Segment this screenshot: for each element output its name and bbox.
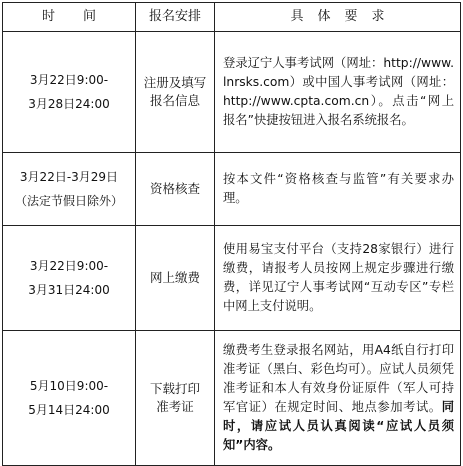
header-requirements: 具体要求 — [215, 3, 461, 32]
requirement-cell: 登录辽宁人事考试网（网址：http://www.lnrsks.com）或中国人事考试网（网址：http://www.cpta.com.cn）。点击“网上报名”快捷按钮进入报名系统报名。 — [215, 32, 461, 153]
requirement-cell: 按本文件“资格核查与监管”有关要求办理。 — [215, 153, 461, 226]
arrangement-cell: 资格核查 — [136, 153, 215, 226]
time-cell: 5月10日9:00- 5月14日24:00 — [3, 331, 136, 466]
header-time: 时间 — [3, 3, 136, 32]
table-row — [3, 331, 461, 466]
registration-schedule-table — [2, 2, 461, 466]
requirement-bold-note: 同时，请应试人员认真阅读“应试人员须知”内容。 — [223, 400, 454, 452]
table-header-row — [3, 3, 461, 32]
arrangement-cell: 网上缴费 — [136, 226, 215, 331]
header-arrangement: 报名安排 — [136, 3, 215, 32]
table-row — [3, 226, 461, 331]
time-cell: 3月22日9:00- 3月31日24:00 — [3, 226, 136, 331]
table-row — [3, 153, 461, 226]
requirement-cell: 缴费考生登录报名网站，用A4纸自行打印准考证（黑白、彩色均可）。应试人员须凭准考证和本人有效身份证原件（军人可持军官证）在规定时间、地点参加考试。同时，请应试人员认真阅读“应试人员须知”内容。 — [215, 331, 461, 466]
arrangement-cell: 下载打印 准考证 — [136, 331, 215, 466]
schedule-table-container — [2, 2, 460, 457]
time-cell: 3月22日-3月29日 （法定节假日除外） — [3, 153, 136, 226]
arrangement-cell: 注册及填写 报名信息 — [136, 32, 215, 153]
table-row — [3, 32, 461, 153]
time-cell: 3月22日9:00- 3月28日24:00 — [3, 32, 136, 153]
requirement-cell: 使用易宝支付平台（支持28家银行）进行缴费，请报考人员按网上规定步骤进行缴费，详见辽宁人事考试网“互动专区”专栏中网上支付说明。 — [215, 226, 461, 331]
